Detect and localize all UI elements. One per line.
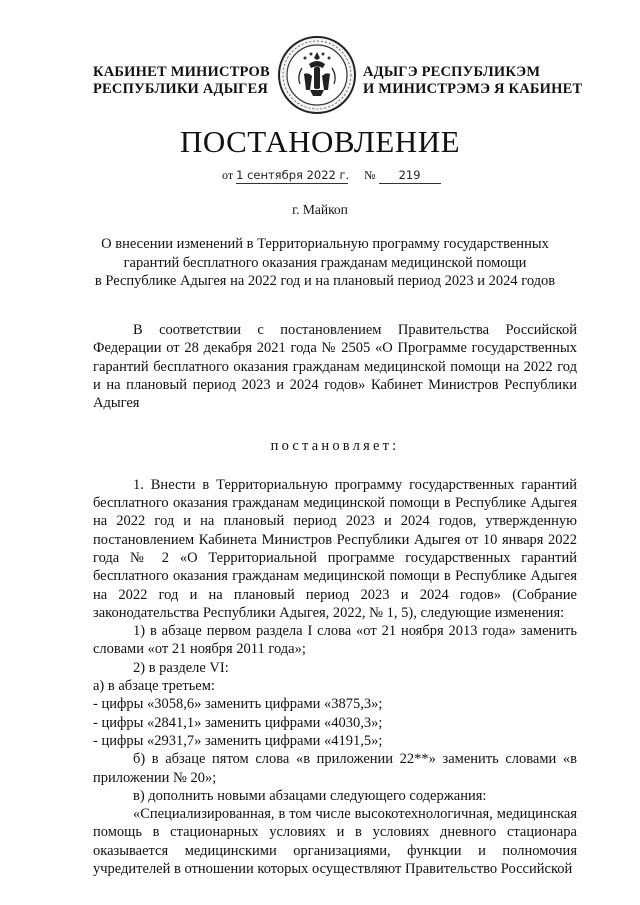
header-right-institution [363, 64, 582, 98]
preamble-paragraph: В соответствии с постановлением Правительства Российской Федерации от 28 декабря 2021 года № 2505 «О Программе государственных гарантий бесплатного оказания гражданам медицинской помощи на 2022 год и на плановый период 2023 и 2024 годов» Кабинет Министров Республики Адыгея [93, 322, 577, 412]
subject-line-2: гарантий бесплатного оказания гражданам медицинской помощи [123, 254, 527, 271]
body-paragraph: 1. Внести в Территориальную программу государственных гарантий бесплатного оказания гражданам медицинской помощи в Республике Адыгея на 2022 год и на плановый период 2023 и 2024 годов, утвержденную постановлением Кабинета Министров Республики Адыгея от 10 января 2022 года № 2 «О Территориальной программе государственных гарантий бесплатного оказания гражданам медицинской помощи в Республике Адыгея на 2022 год и на плановый период 2023 и 2024 годов» (Собрание законодательства Республики Адыгея, 2022, № 1, 5), следующие изменения: [93, 476, 577, 621]
header-right-line-1: АДЫГЭ РЕСПУБЛИКЭМ [363, 64, 541, 80]
header-left-institution [93, 64, 270, 98]
document-subject [40, 235, 610, 291]
document-number: 219 [379, 168, 441, 184]
number-sign: № [364, 168, 376, 182]
coat-of-arms-emblem-icon [276, 34, 358, 116]
body-paragraph: в) дополнить новыми абзацами следующего содержания: [133, 787, 487, 804]
date-number-line [222, 168, 441, 184]
header-left-line-2: РЕСПУБЛИКИ АДЫГЕЯ [93, 81, 269, 97]
body-paragraph: 2) в разделе VI: [133, 659, 229, 676]
header-left-line-1: КАБИНЕТ МИНИСТРОВ [93, 64, 270, 80]
body-paragraph: 1) в абзаце первом раздела I слова «от 21 ноября 2013 года» заменить словами «от 21 ноября 2011 года»; [93, 623, 577, 658]
subject-line-1: О внесении изменений в Территориальную программу государственных [101, 236, 549, 252]
city-line: г. Майкоп [292, 202, 348, 217]
document-body [93, 321, 577, 878]
document-title: ПОСТАНОВЛЕНИЕ [179, 124, 461, 159]
body-paragraph: - цифры «3058,6» заменить цифрами «3875,3»; [93, 696, 383, 713]
body-paragraph: - цифры «2841,1» заменить цифрами «4030,3»; [93, 714, 383, 731]
body-paragraph: б) в абзаце пятом слова «в приложении 22**» заменить словами «в приложении № 20»; [93, 751, 577, 786]
decree-word: постановляет: [270, 438, 400, 455]
body-paragraph: «Специализированная, в том числе высокотехнологичная, медицинская помощь в стационарных условиях и в условиях дневного стационара оказывается медицинскими организациями, функции и полномочия учредителей в отношении которых осуществляют Правительство Российской [93, 806, 577, 878]
body-paragraph: а) в абзаце третьем: [93, 678, 215, 695]
date-prefix: от [222, 168, 234, 182]
body-paragraph: - цифры «2931,7» заменить цифрами «4191,5»; [93, 732, 383, 749]
document-date: 1 сентября 2022 г. [236, 168, 350, 182]
subject-line-3: в Республике Адыгея на 2022 год и на плановый период 2023 и 2024 годов [94, 273, 556, 289]
header-right-line-2: И МИНИСТРЭМЭ Я КАБИНЕТ [363, 81, 583, 97]
